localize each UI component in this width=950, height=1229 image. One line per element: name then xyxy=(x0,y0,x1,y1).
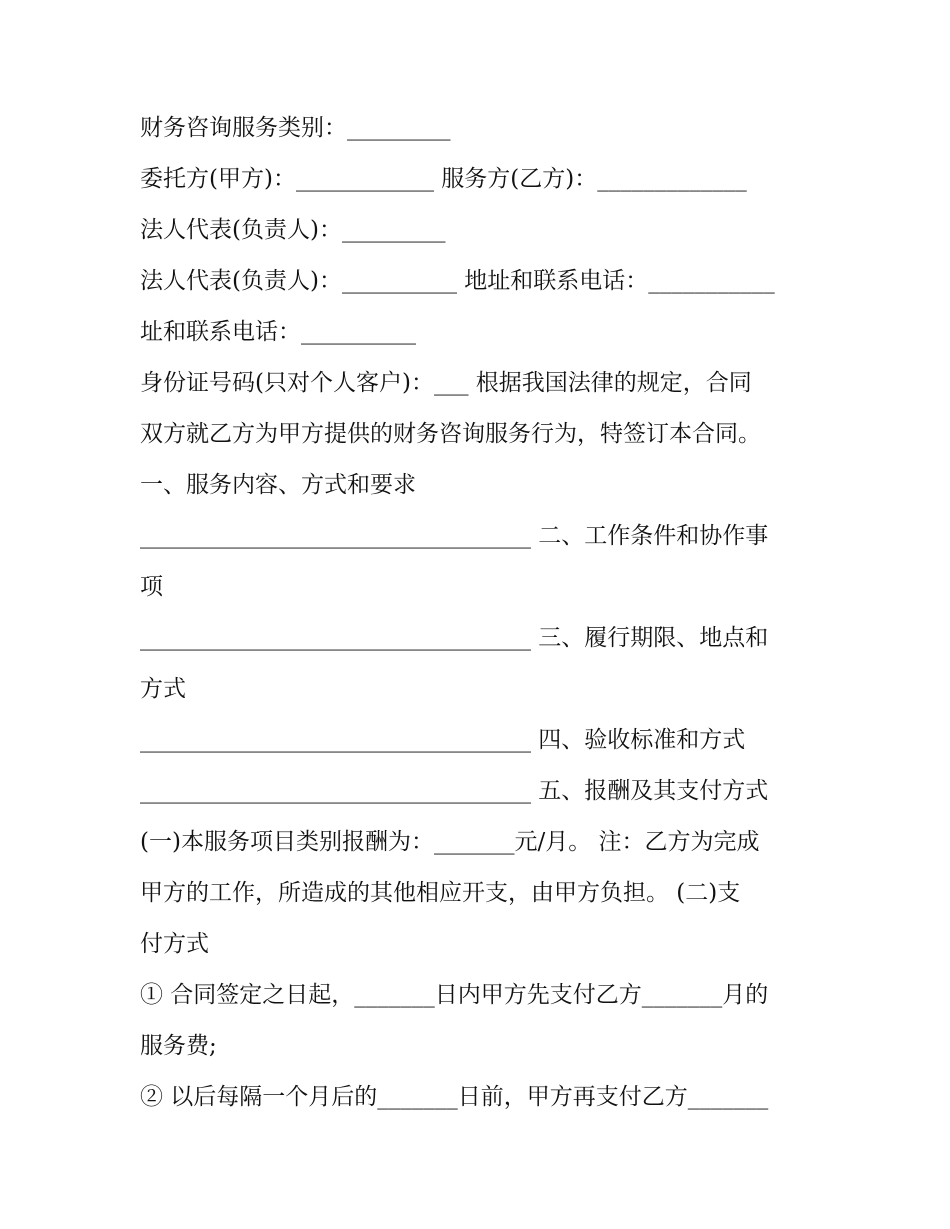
service-category-line: 财务咨询服务类别：_________ xyxy=(140,115,451,141)
section-2-heading-cont: 项 xyxy=(140,574,163,600)
parties-line: 委托方(甲方)：____________ 服务方(乙方)：_____________ xyxy=(140,166,747,192)
fee-line: (一)本服务项目类别报酬为：_______元/月。 注：乙方为完成 xyxy=(140,829,760,855)
section-3-heading-cont: 方式 xyxy=(140,676,186,702)
section-4-heading: __________________________________ 四、验收标准和方式 xyxy=(140,727,746,753)
section-2-heading: __________________________________ 二、工作条件和协作事 xyxy=(140,523,769,549)
payment-method-line: 付方式 xyxy=(140,931,209,957)
preamble-line: 双方就乙方为甲方提供的财务咨询服务行为，特签订本合同。 xyxy=(140,421,761,447)
id-number-line: 身份证号码(只对个人客户)：___ 根据我国法律的规定，合同 xyxy=(140,370,752,396)
address-phone-line: 址和联系电话：__________ xyxy=(140,319,416,345)
payment-item-1: ① 合同签定之日起，_______日内甲方先支付乙方_______月的 xyxy=(140,982,769,1008)
document-body xyxy=(140,103,820,1123)
section-5-heading: __________________________________ 五、报酬及其支付方式 xyxy=(140,778,769,804)
section-1-heading: 一、服务内容、方式和要求 xyxy=(140,472,416,498)
legal-rep-address-line: 法人代表(负责人)：__________ 地址和联系电话：___________ xyxy=(140,268,775,294)
payment-item-2: ② 以后每隔一个月后的_______日前，甲方再支付乙方_______ xyxy=(140,1084,769,1110)
payment-item-1-cont: 服务费; xyxy=(140,1033,217,1059)
section-3-heading: __________________________________ 三、履行期限、地点和 xyxy=(140,625,769,651)
legal-rep-line: 法人代表(负责人)：_________ xyxy=(140,217,446,243)
expense-line: 甲方的工作，所造成的其他相应开支，由甲方负担。 (二)支 xyxy=(140,880,741,906)
